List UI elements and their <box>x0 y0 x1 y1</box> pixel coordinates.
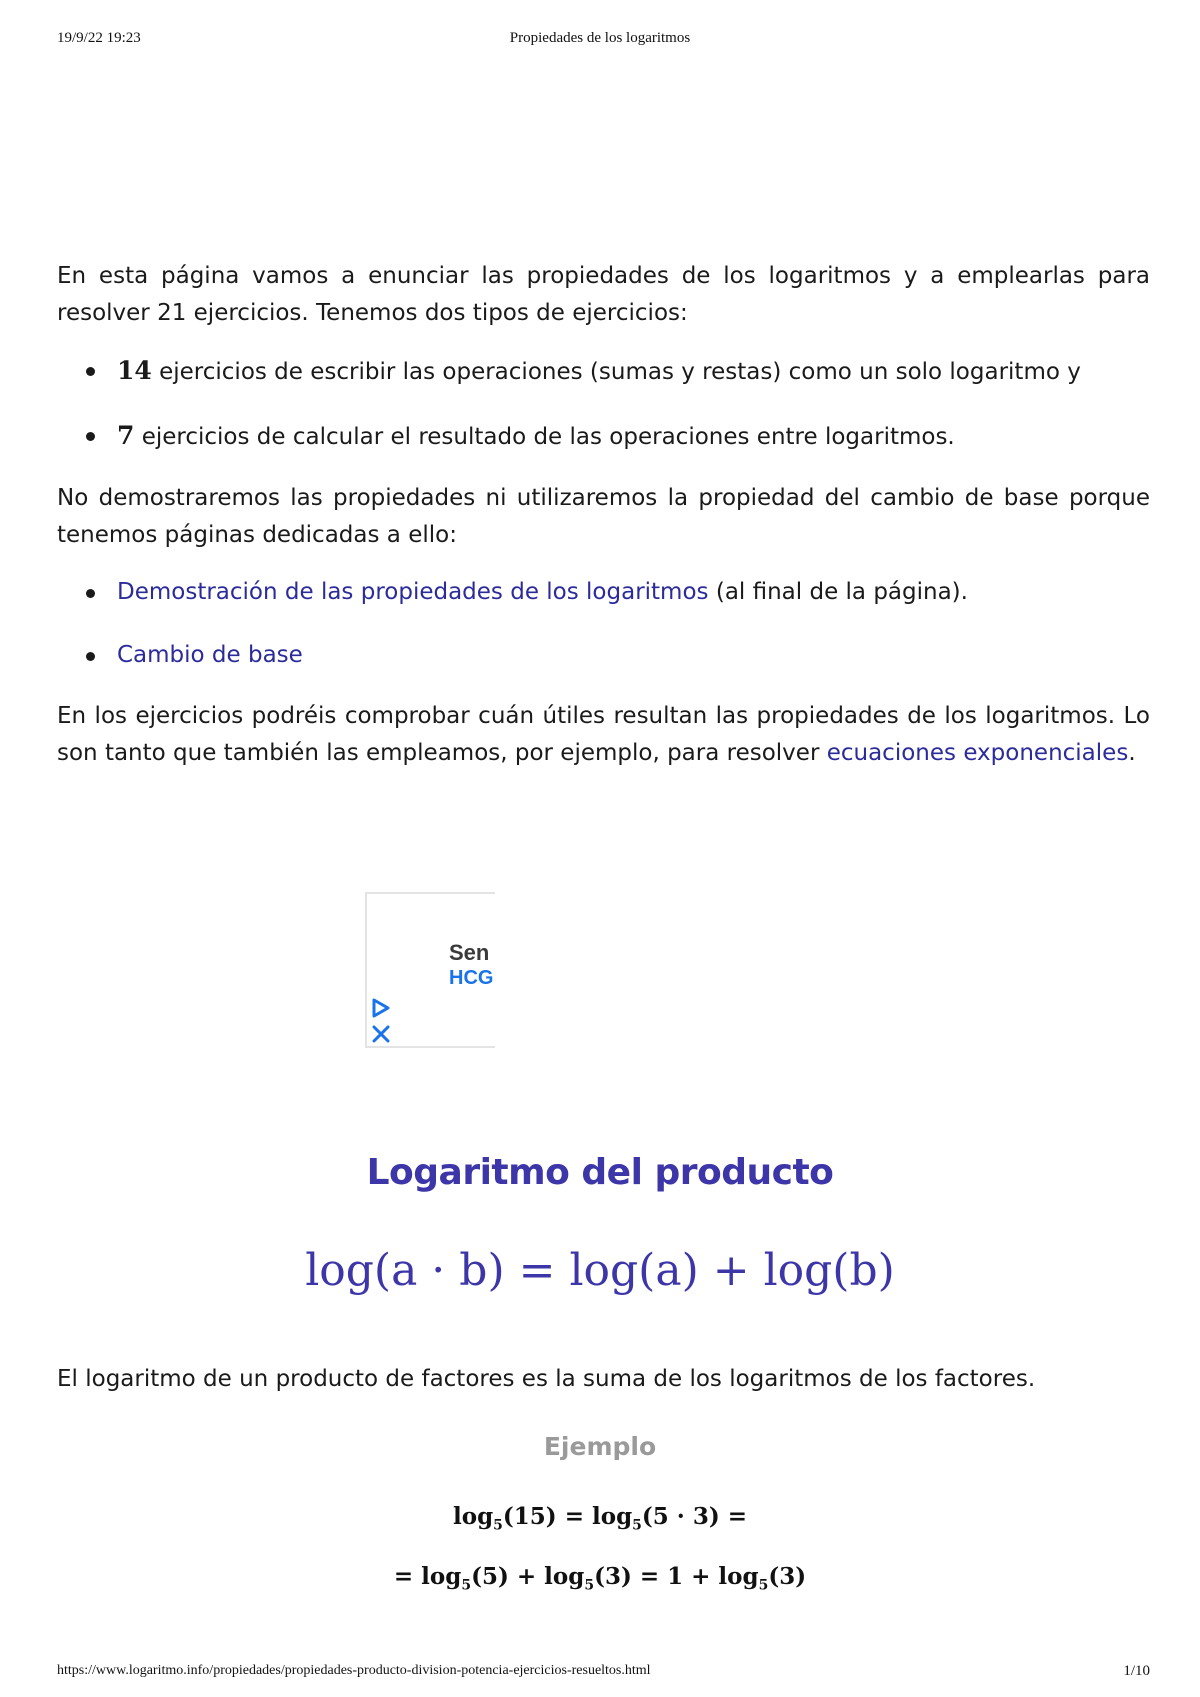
bullet-icon <box>86 589 95 598</box>
ad-brand: HCG <box>449 967 494 989</box>
intro-paragraph: En esta página vamos a enunciar las propiedades de los logaritmos y a emplearlas para resolver 21 ejercicios. Tenemos dos tipos de ejercicios: <box>57 263 1150 326</box>
link-ecuaciones-exponenciales[interactable]: ecuaciones exponenciales <box>826 740 1129 766</box>
link-cambio-de-base[interactable]: Cambio de base <box>117 642 303 668</box>
print-header <box>0 30 1200 54</box>
eq-text: (3) = 1 + <box>594 1563 719 1590</box>
ad-banner[interactable] <box>365 892 495 1048</box>
log-base: 5 <box>461 1577 472 1594</box>
section-title: Logaritmo del producto <box>366 1152 834 1193</box>
list-item <box>57 574 1150 611</box>
related-pages-list <box>57 574 1150 674</box>
log-text: log <box>544 1563 585 1590</box>
exercise-types-list <box>57 352 1150 456</box>
list-item <box>57 417 1150 456</box>
ad-text: Sen <box>449 940 490 965</box>
log-base: 5 <box>493 1517 503 1534</box>
eq-text: (5 · 3) = <box>641 1503 747 1530</box>
log-text: log <box>591 1503 633 1530</box>
eq-text: (5) + <box>471 1563 545 1590</box>
exercise-type-text: ejercicios de calcular el resultado de las operaciones entre logaritmos. <box>134 424 955 450</box>
close-icon[interactable] <box>371 1024 391 1044</box>
bullet-icon <box>86 652 95 661</box>
print-footer <box>0 1663 1200 1687</box>
intro-content <box>57 258 1150 772</box>
log-base: 5 <box>632 1517 642 1534</box>
link-suffix: (al final de la página). <box>708 579 968 605</box>
page-number: 1/10 <box>1123 1663 1150 1679</box>
log-text: log <box>453 1503 494 1530</box>
print-url: https://www.logaritmo.info/propiedades/propiedades-producto-division-potencia-ejercicios-resueltos.html <box>57 1663 651 1678</box>
usefulness-text: En los ejercicios podréis comprobar cuán útiles resultan las propiedades de los logaritmos. Lo son tanto que también las empleamos, por ejemplo, para resolver <box>57 703 1150 766</box>
log-base: 5 <box>758 1577 769 1594</box>
log-base: 5 <box>584 1577 595 1594</box>
eq-text: (3) <box>768 1563 807 1590</box>
example-line-2 <box>0 1563 1200 1594</box>
eq-text: = <box>393 1563 422 1590</box>
exercise-count: 14 <box>117 356 152 385</box>
no-proof-paragraph: No demostraremos las propiedades ni utilizaremos la propiedad del cambio de base porque tenemos páginas dedicadas a ello: <box>57 485 1150 548</box>
list-item <box>57 637 1150 674</box>
print-title: Propiedades de los logaritmos <box>509 30 691 46</box>
product-formula: log(a · b) = log(a) + log(b) <box>305 1245 895 1296</box>
bullet-icon <box>86 432 95 441</box>
link-demostracion[interactable]: Demostración de las propiedades de los logaritmos <box>117 579 709 605</box>
adchoices-icon[interactable] <box>371 998 391 1018</box>
exercise-count: 7 <box>117 421 135 450</box>
log-text: log <box>718 1563 759 1590</box>
example-title: Ejemplo <box>543 1432 657 1461</box>
list-item <box>57 352 1150 391</box>
bullet-icon <box>86 367 95 376</box>
example-line-1 <box>0 1503 1200 1534</box>
section-description: El logaritmo de un producto de factores es la suma de los logaritmos de los factores. <box>57 1366 1036 1392</box>
usefulness-paragraph <box>57 698 1150 772</box>
usefulness-end: . <box>1128 740 1136 766</box>
eq-text: (15) = <box>502 1503 592 1530</box>
exercise-type-text: ejercicios de escribir las operaciones (sumas y restas) como un solo logaritmo y <box>151 359 1081 385</box>
log-text: log <box>421 1563 462 1590</box>
print-datetime: 19/9/22 19:23 <box>57 30 141 46</box>
